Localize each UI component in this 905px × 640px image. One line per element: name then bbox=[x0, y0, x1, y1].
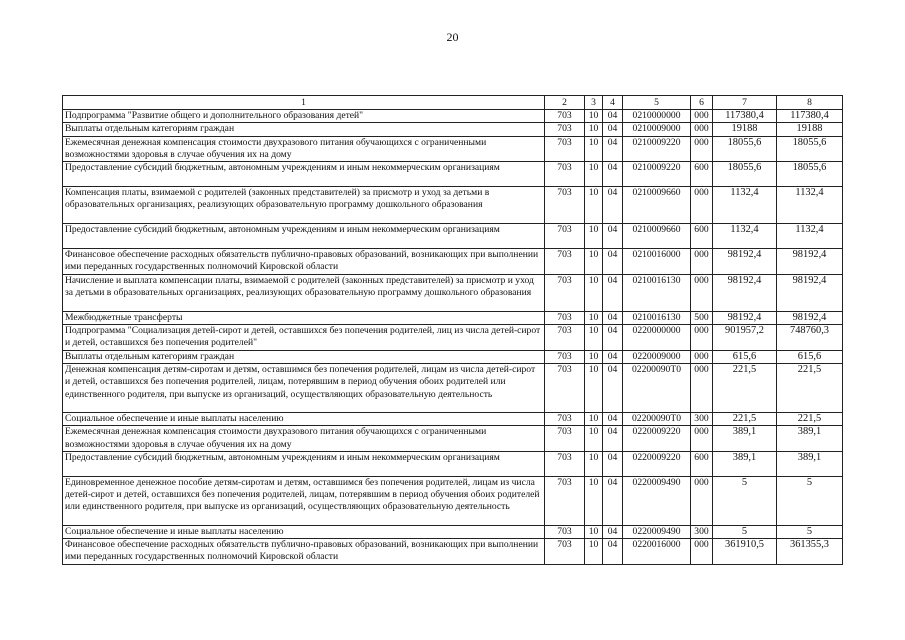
target-article-code: 0210016130 bbox=[623, 274, 691, 311]
amount-year-2: 389,1 bbox=[777, 426, 843, 452]
row-name: Предоставление субсидий бюджетным, автономным учреждениям и иным некоммерческим организациям bbox=[63, 162, 545, 187]
section-code: 10 bbox=[585, 426, 603, 452]
amount-year-2: 5 bbox=[777, 525, 843, 538]
table-row bbox=[63, 426, 843, 452]
amount-year-1: 361910,5 bbox=[713, 539, 777, 565]
table-row bbox=[63, 412, 843, 425]
row-name: Межбюджетные трансферты bbox=[63, 311, 545, 324]
ministry-code: 703 bbox=[545, 123, 585, 136]
table-row bbox=[63, 363, 843, 412]
amount-year-1: 221,5 bbox=[713, 412, 777, 425]
amount-year-1: 5 bbox=[713, 525, 777, 538]
expense-type-code: 000 bbox=[691, 363, 713, 412]
subsection-code: 04 bbox=[603, 525, 623, 538]
row-name: Компенсация платы, взимаемой с родителей (законных представителей) за присмотр и уход за детьми в образовательных организациях, реализующих образовательную программу дошкольного образования bbox=[63, 187, 545, 224]
subsection-code: 04 bbox=[603, 539, 623, 565]
row-name: Подпрограмма "Развитие общего и дополнительного образования детей" bbox=[63, 110, 545, 123]
expense-type-code: 000 bbox=[691, 325, 713, 351]
expense-type-code: 000 bbox=[691, 110, 713, 123]
amount-year-1: 117380,4 bbox=[713, 110, 777, 123]
column-header: 1 bbox=[63, 96, 545, 110]
row-name: Социальное обеспечение и иные выплаты населению bbox=[63, 412, 545, 425]
target-article-code: 02200090Т0 bbox=[623, 363, 691, 412]
table-row bbox=[63, 311, 843, 324]
table-row bbox=[63, 274, 843, 311]
amount-year-1: 1132,4 bbox=[713, 224, 777, 249]
target-article-code: 02200090Т0 bbox=[623, 412, 691, 425]
table-row bbox=[63, 162, 843, 187]
amount-year-2: 1132,4 bbox=[777, 224, 843, 249]
target-article-code: 0220009490 bbox=[623, 476, 691, 525]
section-code: 10 bbox=[585, 110, 603, 123]
row-name: Предоставление субсидий бюджетным, автономным учреждениям и иным некоммерческим организациям bbox=[63, 224, 545, 249]
row-name: Социальное обеспечение и иные выплаты населению bbox=[63, 525, 545, 538]
ministry-code: 703 bbox=[545, 525, 585, 538]
amount-year-1: 389,1 bbox=[713, 426, 777, 452]
expense-type-code: 000 bbox=[691, 350, 713, 363]
subsection-code: 04 bbox=[603, 136, 623, 162]
row-name: Ежемесячная денежная компенсация стоимости двухразового питания обучающихся с ограниченными возможностями здоровья в случае обучения их на дому bbox=[63, 426, 545, 452]
expense-type-code: 300 bbox=[691, 412, 713, 425]
amount-year-2: 748760,3 bbox=[777, 325, 843, 351]
amount-year-2: 18055,6 bbox=[777, 136, 843, 162]
amount-year-1: 901957,2 bbox=[713, 325, 777, 351]
column-header: 3 bbox=[585, 96, 603, 110]
amount-year-2: 19188 bbox=[777, 123, 843, 136]
section-code: 10 bbox=[585, 325, 603, 351]
table-row bbox=[63, 136, 843, 162]
table-row bbox=[63, 110, 843, 123]
section-code: 10 bbox=[585, 525, 603, 538]
subsection-code: 04 bbox=[603, 274, 623, 311]
subsection-code: 04 bbox=[603, 162, 623, 187]
column-header: 4 bbox=[603, 96, 623, 110]
row-name: Единовременное денежное пособие детям-сиротам и детям, оставшимся без попечения родителей, лицам из числа детей-сирот и детей, оставшихся без попечения родителей, лицам, потерявшим в период обучения обоих родителей или единственного родителя, при выпуске из организаций, осуществляющих образовательную деятельность bbox=[63, 476, 545, 525]
ministry-code: 703 bbox=[545, 187, 585, 224]
table-body bbox=[63, 110, 843, 565]
table-row bbox=[63, 187, 843, 224]
amount-year-2: 98192,4 bbox=[777, 249, 843, 275]
table-row bbox=[63, 224, 843, 249]
section-code: 10 bbox=[585, 123, 603, 136]
amount-year-2: 117380,4 bbox=[777, 110, 843, 123]
table-row bbox=[63, 525, 843, 538]
expense-type-code: 500 bbox=[691, 311, 713, 324]
section-code: 10 bbox=[585, 350, 603, 363]
target-article-code: 0210009000 bbox=[623, 123, 691, 136]
subsection-code: 04 bbox=[603, 451, 623, 476]
column-header: 7 bbox=[713, 96, 777, 110]
amount-year-1: 615,6 bbox=[713, 350, 777, 363]
ministry-code: 703 bbox=[545, 136, 585, 162]
row-name: Начисление и выплата компенсации платы, взимаемой с родителей (законных представителей) за присмотр и уход за детьми в образовательных организациях, реализующих образовательную программу дошкольного образования bbox=[63, 274, 545, 311]
ministry-code: 703 bbox=[545, 363, 585, 412]
target-article-code: 0220000000 bbox=[623, 325, 691, 351]
subsection-code: 04 bbox=[603, 325, 623, 351]
column-header: 6 bbox=[691, 96, 713, 110]
amount-year-1: 389,1 bbox=[713, 451, 777, 476]
ministry-code: 703 bbox=[545, 110, 585, 123]
table-row bbox=[63, 249, 843, 275]
section-code: 10 bbox=[585, 136, 603, 162]
expense-type-code: 000 bbox=[691, 539, 713, 565]
target-article-code: 0220009490 bbox=[623, 525, 691, 538]
row-name: Выплаты отдельным категориям граждан bbox=[63, 123, 545, 136]
subsection-code: 04 bbox=[603, 224, 623, 249]
ministry-code: 703 bbox=[545, 350, 585, 363]
amount-year-1: 19188 bbox=[713, 123, 777, 136]
section-code: 10 bbox=[585, 311, 603, 324]
subsection-code: 04 bbox=[603, 412, 623, 425]
page-number: 20 bbox=[446, 30, 459, 44]
row-name: Финансовое обеспечение расходных обязательств публично-правовых образований, возникающих при выполнении ими переданных государственных полномочий Кировской области bbox=[63, 539, 545, 565]
section-code: 10 bbox=[585, 249, 603, 275]
amount-year-2: 221,5 bbox=[777, 412, 843, 425]
subsection-code: 04 bbox=[603, 110, 623, 123]
target-article-code: 0210000000 bbox=[623, 110, 691, 123]
amount-year-2: 98192,4 bbox=[777, 274, 843, 311]
amount-year-1: 18055,6 bbox=[713, 136, 777, 162]
target-article-code: 0210016000 bbox=[623, 249, 691, 275]
subsection-code: 04 bbox=[603, 476, 623, 525]
amount-year-1: 18055,6 bbox=[713, 162, 777, 187]
subsection-code: 04 bbox=[603, 123, 623, 136]
expense-type-code: 000 bbox=[691, 476, 713, 525]
ministry-code: 703 bbox=[545, 274, 585, 311]
target-article-code: 0220009000 bbox=[623, 350, 691, 363]
ministry-code: 703 bbox=[545, 162, 585, 187]
ministry-code: 703 bbox=[545, 325, 585, 351]
column-header: 5 bbox=[623, 96, 691, 110]
section-code: 10 bbox=[585, 412, 603, 425]
table-row bbox=[63, 476, 843, 525]
target-article-code: 0210009660 bbox=[623, 187, 691, 224]
ministry-code: 703 bbox=[545, 224, 585, 249]
subsection-code: 04 bbox=[603, 426, 623, 452]
column-header: 2 bbox=[545, 96, 585, 110]
amount-year-2: 5 bbox=[777, 476, 843, 525]
row-name: Финансовое обеспечение расходных обязательств публично-правовых образований, возникающих при выполнении ими переданных государственных полномочий Кировской области bbox=[63, 249, 545, 275]
expense-type-code: 600 bbox=[691, 451, 713, 476]
section-code: 10 bbox=[585, 539, 603, 565]
expense-type-code: 000 bbox=[691, 136, 713, 162]
amount-year-1: 98192,4 bbox=[713, 311, 777, 324]
table-row bbox=[63, 123, 843, 136]
row-name: Предоставление субсидий бюджетным, автономным учреждениям и иным некоммерческим организациям bbox=[63, 451, 545, 476]
section-code: 10 bbox=[585, 274, 603, 311]
expense-type-code: 000 bbox=[691, 123, 713, 136]
amount-year-1: 5 bbox=[713, 476, 777, 525]
expense-type-code: 600 bbox=[691, 162, 713, 187]
table-row bbox=[63, 325, 843, 351]
target-article-code: 0220009220 bbox=[623, 426, 691, 452]
ministry-code: 703 bbox=[545, 539, 585, 565]
ministry-code: 703 bbox=[545, 412, 585, 425]
amount-year-2: 98192,4 bbox=[777, 311, 843, 324]
table-row bbox=[63, 350, 843, 363]
section-code: 10 bbox=[585, 476, 603, 525]
target-article-code: 0210009220 bbox=[623, 162, 691, 187]
row-name: Ежемесячная денежная компенсация стоимости двухразового питания обучающихся с ограниченными возможностями здоровья в случае обучения их на дому bbox=[63, 136, 545, 162]
row-name: Подпрограмма "Социализация детей-сирот и детей, оставшихся без попечения родителей, лиц из числа детей-сирот и детей, оставшихся без попечения родителей" bbox=[63, 325, 545, 351]
ministry-code: 703 bbox=[545, 426, 585, 452]
subsection-code: 04 bbox=[603, 350, 623, 363]
subsection-code: 04 bbox=[603, 249, 623, 275]
row-name: Денежная компенсация детям-сиротам и детям, оставшимся без попечения родителей, лицам из числа детей-сирот и детей, оставшихся без попечения родителей, лицам, потерявшим в период обучения обоих родителей или единственного родителя, при выпуске из организаций, осуществляющих образовательную деятельность bbox=[63, 363, 545, 412]
target-article-code: 0210009660 bbox=[623, 224, 691, 249]
table-row bbox=[63, 451, 843, 476]
ministry-code: 703 bbox=[545, 451, 585, 476]
section-code: 10 bbox=[585, 162, 603, 187]
ministry-code: 703 bbox=[545, 311, 585, 324]
section-code: 10 bbox=[585, 451, 603, 476]
subsection-code: 04 bbox=[603, 363, 623, 412]
amount-year-2: 221,5 bbox=[777, 363, 843, 412]
section-code: 10 bbox=[585, 363, 603, 412]
amount-year-2: 615,6 bbox=[777, 350, 843, 363]
target-article-code: 0220009220 bbox=[623, 451, 691, 476]
amount-year-1: 98192,4 bbox=[713, 249, 777, 275]
target-article-code: 0210009220 bbox=[623, 136, 691, 162]
expense-type-code: 000 bbox=[691, 249, 713, 275]
table-row bbox=[63, 539, 843, 565]
amount-year-1: 1132,4 bbox=[713, 187, 777, 224]
expense-type-code: 600 bbox=[691, 224, 713, 249]
expense-type-code: 000 bbox=[691, 274, 713, 311]
amount-year-2: 389,1 bbox=[777, 451, 843, 476]
amount-year-2: 361355,3 bbox=[777, 539, 843, 565]
budget-table bbox=[62, 95, 843, 565]
target-article-code: 0210016130 bbox=[623, 311, 691, 324]
subsection-code: 04 bbox=[603, 187, 623, 224]
amount-year-2: 18055,6 bbox=[777, 162, 843, 187]
expense-type-code: 300 bbox=[691, 525, 713, 538]
subsection-code: 04 bbox=[603, 311, 623, 324]
section-code: 10 bbox=[585, 187, 603, 224]
expense-type-code: 000 bbox=[691, 426, 713, 452]
ministry-code: 703 bbox=[545, 249, 585, 275]
amount-year-1: 98192,4 bbox=[713, 274, 777, 311]
amount-year-1: 221,5 bbox=[713, 363, 777, 412]
section-code: 10 bbox=[585, 224, 603, 249]
target-article-code: 0220016000 bbox=[623, 539, 691, 565]
row-name: Выплаты отдельным категориям граждан bbox=[63, 350, 545, 363]
table-header-row bbox=[63, 96, 843, 110]
expense-type-code: 000 bbox=[691, 187, 713, 224]
ministry-code: 703 bbox=[545, 476, 585, 525]
amount-year-2: 1132,4 bbox=[777, 187, 843, 224]
column-header: 8 bbox=[777, 96, 843, 110]
